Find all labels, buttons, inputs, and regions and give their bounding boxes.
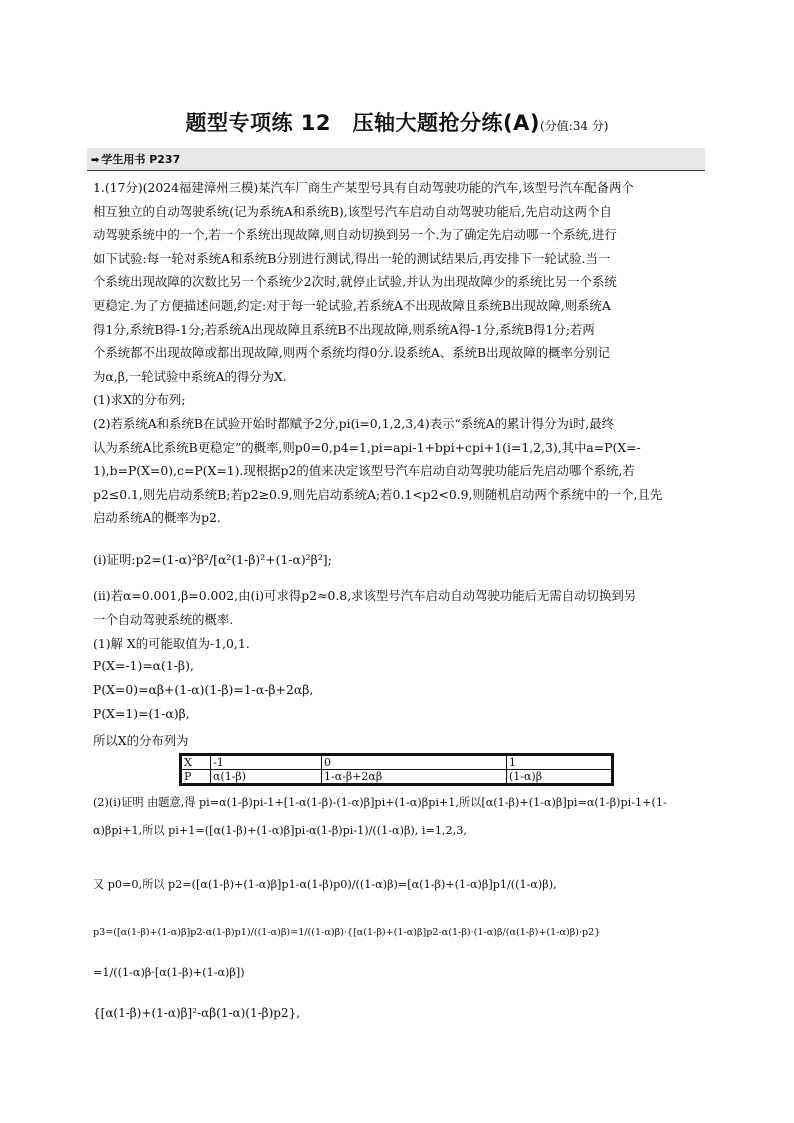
solution-line: P(X=-1)=α(1-β), (93, 658, 194, 673)
table-cell: X (182, 756, 211, 770)
problem-line: 动驾驶系统中的一个,若一个系统出现故障,则自动切换到另一个.为了确定先启动哪一个系统,进行 (93, 227, 617, 243)
table-row (182, 756, 612, 770)
textbook-reference: 学生用书 P237 (101, 153, 181, 166)
problem-line: 为α,β,一轮试验中系统A的得分为X. (93, 368, 287, 384)
problem-line: 个系统出现故障的次数比另一个系统少2次时,就停止试验,并认为出现故障少的系统比另一个系统 (93, 274, 617, 290)
part-ii-statement: 一个自动驾驶系统的概率. (93, 612, 234, 627)
table-cell: 0 (322, 756, 507, 770)
problem-line: 1.(17分)(2024福建漳州三模)某汽车厂商生产某型号具有自动驾驶功能的汽车,该型号汽车配备两个 (93, 180, 634, 195)
part-ii-statement: (ⅱ)若α=0.001,β=0.002,由(ⅰ)可求得p2≈0.8,求该型号汽车启动自动驾驶功能后无需自动切换到另 (93, 588, 637, 603)
solution-line: α)βpi+1,所以 pi+1=([α(1-β)+(1-α)β]pi-α(1-β)pi-1)/((1-α)β), i=1,2,3, (93, 824, 467, 837)
distribution-table (181, 755, 612, 784)
solution-line: 所以X的分布列为 (93, 733, 189, 748)
problem-line: 认为系统A比系统B更稳定”的概率,则p0=0,p4=1,pi=api-1+bpi+cpi+1(i=1,2,3),其中a=P(X=- (93, 439, 641, 455)
table-cell: -1 (211, 756, 322, 770)
solution-line: P(X=0)=αβ+(1-α)(1-β)=1-α-β+2αβ, (93, 682, 314, 697)
problem-content (93, 176, 705, 530)
problem-line: 相互独立的自动驾驶系统(记为系统A和系统B),该型号汽车启动自动驾驶功能后,先启动这两个自 (93, 203, 612, 219)
table-cell: (1-α)β (507, 770, 612, 784)
problem-line: 得1分,系统B得-1分;若系统A出现故障且系统B不出现故障,则系统A得-1分,系统B得1分;若两 (93, 321, 595, 337)
solution-line: {[α(1-β)+(1-α)β]²-αβ(1-α)(1-β)p2}, (93, 1006, 301, 1020)
part-i-statement: (ⅰ)证明:p2=(1-α)²β²/[α²(1-β)²+(1-α)²β²]; (93, 552, 332, 567)
table-cell: α(1-β) (211, 770, 322, 784)
solution-line: P(X=1)=(1-α)β, (93, 706, 190, 721)
page-title (0, 107, 794, 137)
title-score: (分值:34 分) (539, 119, 609, 133)
problem-line: 个系统都不出现故障或都出现故障,则两个系统均得0分.设系统A、系统B出现故障的概率分别记 (93, 345, 611, 361)
solution-line: p3=([α(1-β)+(1-α)β]p2-α(1-β)p1)/((1-α)β)=1/((1-α)β)·{[α(1-β)+(1-α)β]p2-α(1-β)·(1-α)β/(α(1-β)+(1-α)β)·p2} (93, 927, 601, 938)
table-cell: P (182, 770, 211, 784)
problem-line: 如下试验:每一轮对系统A和系统B分别进行测试,得出一轮的测试结果后,再安排下一轮试验.当一 (93, 250, 611, 266)
solution-line: =1/((1-α)β·[α(1-β)+(1-α)β]) (93, 966, 245, 979)
table-cell: 1-α-β+2αβ (322, 770, 507, 784)
problem-line: (1)求X的分布列; (93, 392, 186, 408)
solution-line: 又 p0=0,所以 p2=([α(1-β)+(1-α)β]p1-α(1-β)p0)/((1-α)β)=[α(1-β)+(1-α)β]p1/((1-α)β), (93, 878, 557, 891)
header-bar (87, 148, 705, 171)
problem-line: 更稳定.为了方便描述问题,约定:对于每一轮试验,若系统A不出现故障且系统B出现故障,则系统A (93, 297, 611, 313)
solution-line: (1)解 X的可能取值为-1,0,1. (93, 636, 250, 651)
table-row (182, 770, 612, 784)
problem-line: 1),b=P(X=0),c=P(X=1).现根据p2的值来决定该型号汽车启动自动驾驶功能后先启动哪个系统,若 (93, 463, 635, 479)
problem-line: 启动系统A的概率为p2. (93, 510, 221, 526)
problem-line: p2≤0.1,则先启动系统B;若p2≥0.9,则先启动系统A;若0.1<p2<0.9,则随机启动两个系统中的一个,且先 (93, 486, 663, 502)
title-main: 题型专项练 12 压轴大题抢分练(A) (185, 111, 540, 135)
problem-line: (2)若系统A和系统B在试验开始时都赋予2分,pi(i=0,1,2,3,4)表示“系统A的累计得分为i时,最终 (93, 415, 615, 431)
table-cell: 1 (507, 756, 612, 770)
solution-line: (2)(ⅰ)证明 由题意,得 pi=α(1-β)pi-1+[1-α(1-β)-(1-α)β]pi+(1-α)βpi+1,所以[α(1-β)+(1-α)β]pi=α(1-β)pi-1+(1- (93, 796, 667, 809)
arrow-icon: ➡ (91, 155, 100, 166)
